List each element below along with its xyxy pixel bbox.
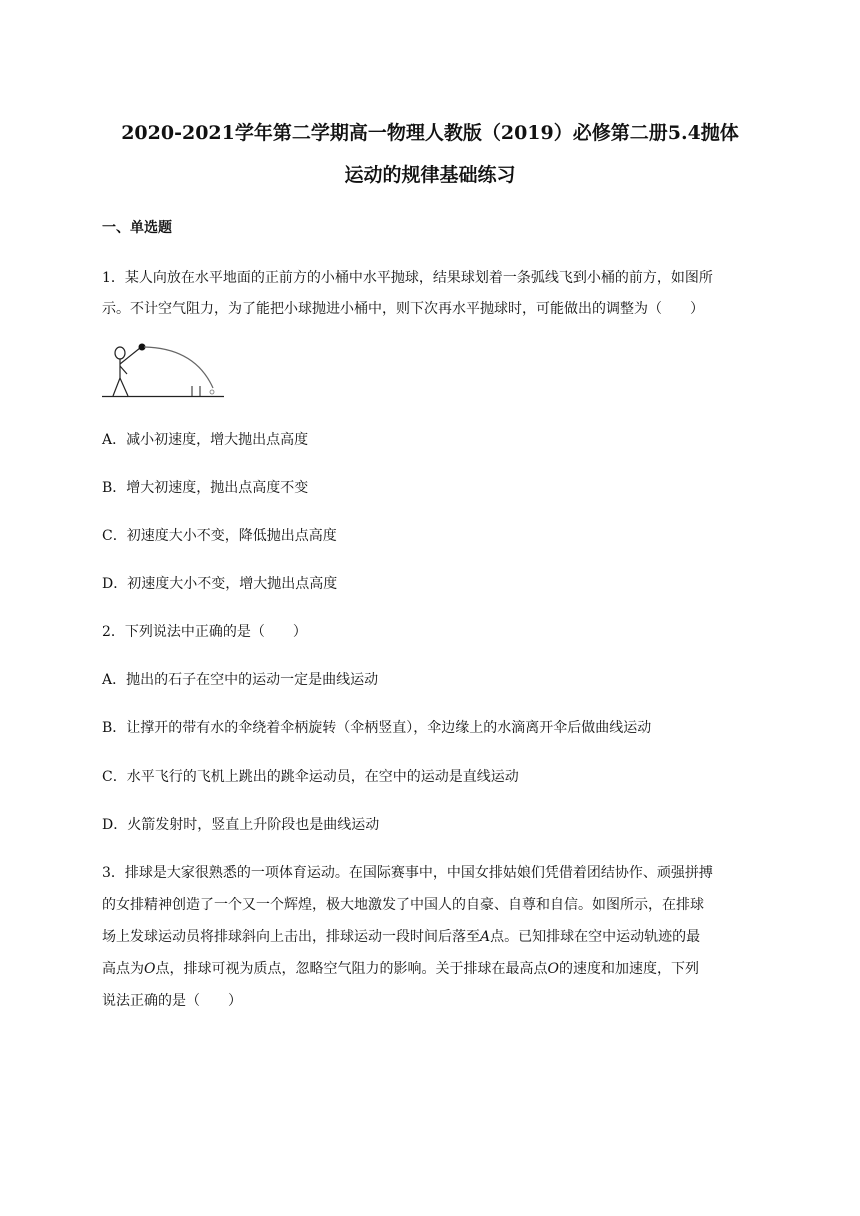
question-2-option-b: B．让撑开的带有水的伞绕着伞柄旋转（伞柄竖直），伞边缘上的水滴离开伞后做曲线运动 [102, 720, 652, 736]
throwing-ball-figure [100, 338, 230, 400]
question-2-option-d: D．火箭发射时，竖直上升阶段也是曲线运动 [102, 817, 380, 833]
question-3-line-3-part-1: 场上发球运动员将排球斜向上击出，排球运动一段时间后落至 [102, 929, 480, 945]
question-3-stem-line-4 [102, 958, 699, 978]
document-title-line-2: 运动的规律基础练习 [344, 164, 516, 186]
question-3-stem-line-1: 3．排球是大家很熟悉的一项体育运动。在国际赛事中，中国女排姑娘们凭借着团结协作、顽强拼搏 [102, 865, 713, 881]
question-2-stem: 2．下列说法中正确的是（ ） [102, 624, 307, 640]
question-1-option-b: B．增大初速度，抛出点高度不变 [102, 480, 309, 496]
ball-trajectory [144, 347, 213, 388]
section-heading: 一、单选题 [102, 220, 172, 236]
question-1-option-d: D．初速度大小不变，增大抛出点高度 [102, 576, 338, 592]
question-1-stem-line-2: 示。不计空气阻力，为了能把小球抛进小桶中，则下次再水平抛球时，可能做出的调整为（ ） [102, 301, 704, 317]
point-o-label-2: O [547, 961, 559, 977]
question-3-line-4-part-1: 高点为 [102, 961, 144, 977]
question-2-option-a: A．抛出的石子在空中的运动一定是曲线运动 [102, 672, 379, 688]
landing-ball-icon [210, 390, 214, 394]
bucket-icon [192, 386, 200, 396]
question-3-line-4-part-3: 的速度和加速度，下列 [558, 961, 699, 977]
question-3-stem-line-2: 的女排精神创造了一个又一个辉煌，极大地激发了中国人的自豪、自尊和自信。如图所示，在排球 [102, 897, 704, 913]
question-3-stem-line-3 [102, 926, 700, 946]
point-a-label: A [480, 929, 491, 945]
question-1-stem-line-1: 1．某人向放在水平地面的正前方的小桶中水平抛球，结果球划着一条弧线飞到小桶的前方，如图所 [102, 270, 713, 286]
question-1-option-a: A．减小初速度，增大抛出点高度 [102, 432, 309, 448]
question-3-stem-line-5: 说法正确的是（ ） [102, 993, 242, 1009]
question-2-option-c: C．水平飞行的飞机上跳出的跳伞运动员，在空中的运动是直线运动 [102, 769, 519, 785]
person-figure [113, 347, 140, 396]
question-1-option-c: C．初速度大小不变，降低抛出点高度 [102, 528, 337, 544]
point-o-label: O [144, 961, 156, 977]
question-3-line-4-part-2: 点，排球可视为质点，忽略空气阻力的影响。关于排球在最高点 [155, 961, 548, 977]
question-3-line-3-part-2: 点。已知排球在空中运动轨迹的最 [490, 929, 701, 945]
document-title-line-1: 2020-2021学年第二学期高一物理人教版（2019）必修第二册5.4抛体 [121, 122, 739, 144]
